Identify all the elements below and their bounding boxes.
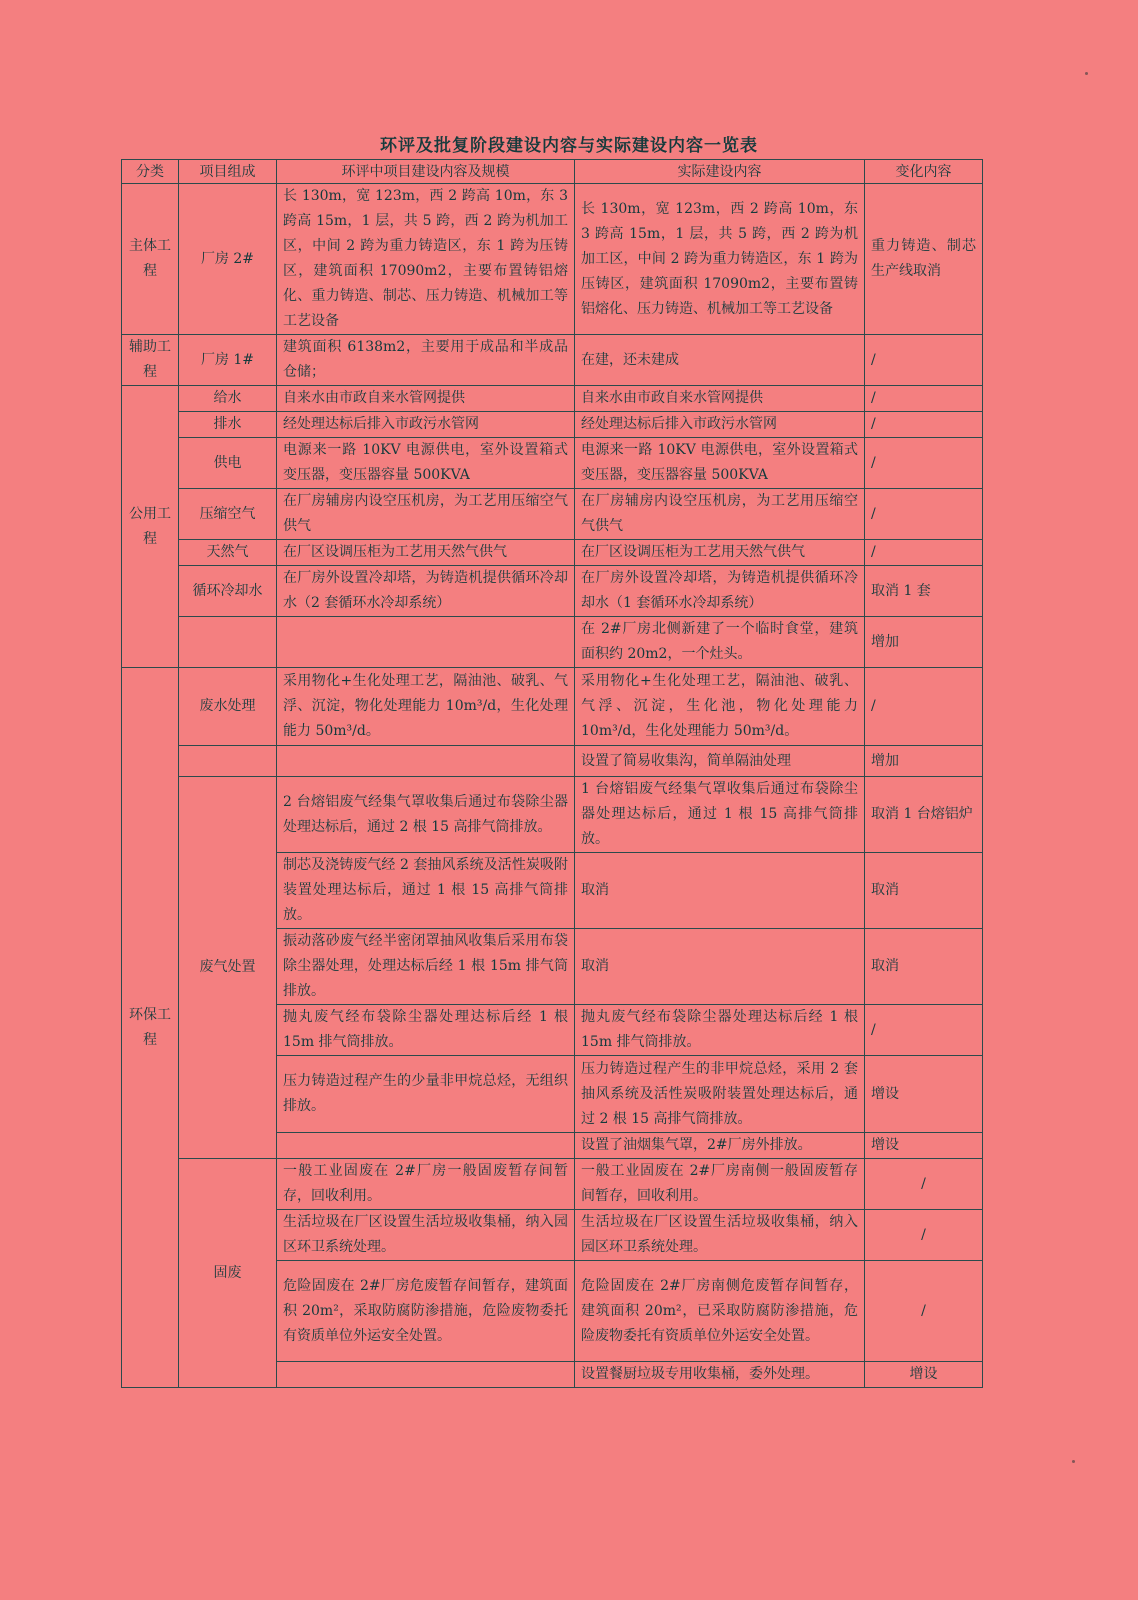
component-cell: 固废 (179, 1159, 277, 1388)
change-cell: / (865, 1261, 983, 1362)
table-row (122, 617, 983, 668)
change-cell: 取消 (865, 853, 983, 929)
eia-cell: 危险固废在 2#厂房危废暂存间暂存，建筑面积 20m²，采取防腐防渗措施，危险废物委托有资质单位外运安全处置。 (277, 1261, 575, 1362)
change-cell: 重力铸造、制芯生产线取消 (865, 184, 983, 335)
scan-speck (1072, 1460, 1075, 1463)
actual-cell: 经处理达标后排入市政污水管网 (575, 412, 865, 438)
actual-cell: 在厂房外设置冷却塔，为铸造机提供循环冷却水（1 套循环水冷却系统） (575, 566, 865, 617)
change-cell: 增设 (865, 1362, 983, 1388)
category-cell: 环保工程 (122, 668, 179, 1388)
eia-cell: 制芯及浇铸废气经 2 套抽风系统及活性炭吸附装置处理达标后，通过 1 根 15 高排气筒排放。 (277, 853, 575, 929)
actual-cell: 危险固废在 2#厂房南侧危废暂存间暂存，建筑面积 20m²，已采取防腐防渗措施，危险废物委托有资质单位外运安全处置。 (575, 1261, 865, 1362)
change-cell: 增设 (865, 1133, 983, 1159)
actual-cell: 设置了油烟集气罩，2#厂房外排放。 (575, 1133, 865, 1159)
eia-cell: 在厂房辅房内设空压机房，为工艺用压缩空气供气 (277, 489, 575, 540)
component-cell: 厂房 1# (179, 335, 277, 386)
scan-speck (1085, 72, 1088, 75)
eia-cell: 生活垃圾在厂区设置生活垃圾收集桶，纳入园区环卫系统处理。 (277, 1210, 575, 1261)
eia-cell (277, 617, 575, 668)
change-cell: / (865, 668, 983, 746)
actual-cell: 生活垃圾在厂区设置生活垃圾收集桶，纳入园区环卫系统处理。 (575, 1210, 865, 1261)
eia-cell: 建筑面积 6138m2，主要用于成品和半成品仓储； (277, 335, 575, 386)
eia-cell: 压力铸造过程产生的少量非甲烷总烃，无组织排放。 (277, 1056, 575, 1133)
component-cell (179, 746, 277, 777)
page-title: 环评及批复阶段建设内容与实际建设内容一览表 (380, 136, 758, 156)
actual-cell: 设置了简易收集沟，简单隔油处理 (575, 746, 865, 777)
header-category: 分类 (122, 160, 179, 184)
actual-cell: 电源来一路 10KV 电源供电，室外设置箱式变压器，变压器容量 500KVA (575, 438, 865, 489)
actual-cell: 取消 (575, 853, 865, 929)
eia-cell: 在厂房外设置冷却塔，为铸造机提供循环冷却水（2 套循环水冷却系统） (277, 566, 575, 617)
table-row (122, 184, 983, 335)
component-cell (179, 617, 277, 668)
change-cell: / (865, 386, 983, 412)
actual-cell: 压力铸造过程产生的非甲烷总烃，采用 2 套抽风系统及活性炭吸附装置处理达标后，通过 2 根 15 高排气筒排放。 (575, 1056, 865, 1133)
table-row (122, 489, 983, 540)
category-cell: 公用工程 (122, 386, 179, 668)
eia-cell (277, 1362, 575, 1388)
table-row (122, 668, 983, 746)
table-row (122, 386, 983, 412)
table-row (122, 540, 983, 566)
actual-cell: 在厂区设调压柜为工艺用天然气供气 (575, 540, 865, 566)
actual-cell: 取消 (575, 929, 865, 1005)
change-cell: / (865, 1159, 983, 1210)
component-cell: 给水 (179, 386, 277, 412)
table-row (122, 1159, 983, 1210)
table-row (122, 746, 983, 777)
change-cell: / (865, 438, 983, 489)
eia-cell: 电源来一路 10KV 电源供电，室外设置箱式变压器，变压器容量 500KVA (277, 438, 575, 489)
header-change: 变化内容 (865, 160, 983, 184)
actual-cell: 设置餐厨垃圾专用收集桶，委外处理。 (575, 1362, 865, 1388)
change-cell: 增加 (865, 617, 983, 668)
actual-cell: 采用物化+生化处理工艺，隔油池、破乳、气浮、沉淀，生化池，物化处理能力 10m³/d，生化处理能力 50m³/d。 (575, 668, 865, 746)
eia-cell (277, 746, 575, 777)
change-cell: / (865, 489, 983, 540)
component-cell: 天然气 (179, 540, 277, 566)
eia-cell: 振动落砂废气经半密闭罩抽风收集后采用布袋除尘器处理，处理达标后经 1 根 15m 排气筒排放。 (277, 929, 575, 1005)
table-row (122, 566, 983, 617)
change-cell: 取消 1 台熔铝炉 (865, 777, 983, 853)
actual-cell: 一般工业固废在 2#厂房南侧一般固废暂存间暂存，回收利用。 (575, 1159, 865, 1210)
category-cell: 主体工程 (122, 184, 179, 335)
change-cell: / (865, 412, 983, 438)
category-cell: 辅助工程 (122, 335, 179, 386)
eia-cell: 经处理达标后排入市政污水管网 (277, 412, 575, 438)
actual-cell: 1 台熔铝废气经集气罩收集后通过布袋除尘器处理达标后，通过 1 根 15 高排气筒排放。 (575, 777, 865, 853)
eia-cell: 在厂区设调压柜为工艺用天然气供气 (277, 540, 575, 566)
actual-cell: 在 2#厂房北侧新建了一个临时食堂，建筑面积约 20m2，一个灶头。 (575, 617, 865, 668)
header-row (122, 160, 983, 184)
component-cell: 废水处理 (179, 668, 277, 746)
eia-cell: 一般工业固废在 2#厂房一般固废暂存间暂存，回收利用。 (277, 1159, 575, 1210)
actual-cell: 长 130m，宽 123m，西 2 跨高 10m，东 3 跨高 15m，1 层，共 5 跨，西 2 跨为机加工区，中间 2 跨为重力铸造区，东 1 跨为压铸区，建筑面积 17090m2，主要布置铸铝熔化、压力铸造、机械加工等工艺设备 (575, 184, 865, 335)
actual-cell: 在建，还未建成 (575, 335, 865, 386)
table-row (122, 412, 983, 438)
change-cell: 增加 (865, 746, 983, 777)
table-row (122, 335, 983, 386)
table-row (122, 777, 983, 853)
component-cell: 厂房 2# (179, 184, 277, 335)
header-actual: 实际建设内容 (575, 160, 865, 184)
actual-cell: 抛丸废气经布袋除尘器处理达标后经 1 根 15m 排气筒排放。 (575, 1005, 865, 1056)
actual-cell: 自来水由市政自来水管网提供 (575, 386, 865, 412)
change-cell: / (865, 335, 983, 386)
eia-cell (277, 1133, 575, 1159)
eia-cell: 2 台熔铝废气经集气罩收集后通过布袋除尘器处理达标后，通过 2 根 15 高排气筒排放。 (277, 777, 575, 853)
change-cell: / (865, 540, 983, 566)
header-component: 项目组成 (179, 160, 277, 184)
eia-cell: 长 130m，宽 123m，西 2 跨高 10m，东 3 跨高 15m，1 层，共 5 跨，西 2 跨为机加工区，中间 2 跨为重力铸造区，东 1 跨为压铸区，建筑面积 17090m2，主要布置铸铝熔化、重力铸造、制芯、压力铸造、机械加工等工艺设备 (277, 184, 575, 335)
eia-cell: 自来水由市政自来水管网提供 (277, 386, 575, 412)
component-cell: 废气处置 (179, 777, 277, 1159)
change-cell: 取消 1 套 (865, 566, 983, 617)
header-eia: 环评中项目建设内容及规模 (277, 160, 575, 184)
eia-cell: 抛丸废气经布袋除尘器处理达标后经 1 根 15m 排气筒排放。 (277, 1005, 575, 1056)
component-cell: 供电 (179, 438, 277, 489)
component-cell: 压缩空气 (179, 489, 277, 540)
eia-cell: 采用物化+生化处理工艺，隔油池、破乳、气浮、沉淀，物化处理能力 10m³/d，生化处理能力 50m³/d。 (277, 668, 575, 746)
change-cell: / (865, 1005, 983, 1056)
component-cell: 排水 (179, 412, 277, 438)
component-cell: 循环冷却水 (179, 566, 277, 617)
actual-cell: 在厂房辅房内设空压机房，为工艺用压缩空气供气 (575, 489, 865, 540)
change-cell: 增设 (865, 1056, 983, 1133)
change-cell: / (865, 1210, 983, 1261)
comparison-table (121, 159, 983, 1388)
change-cell: 取消 (865, 929, 983, 1005)
table-row (122, 438, 983, 489)
